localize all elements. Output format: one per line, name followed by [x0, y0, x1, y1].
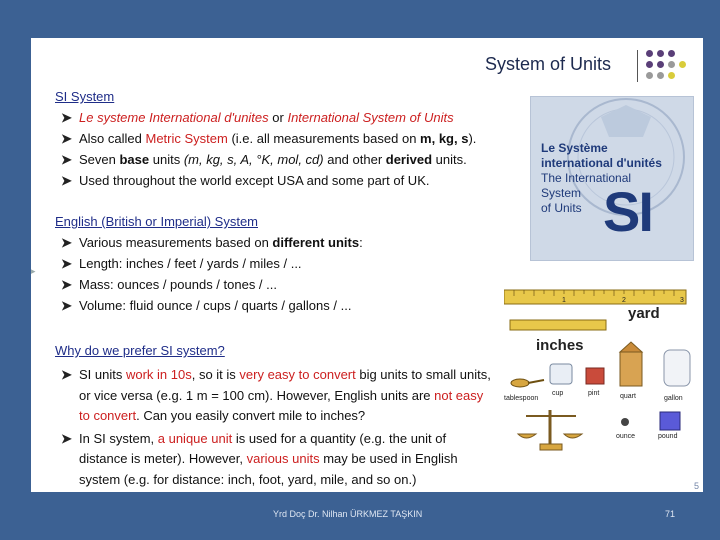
- decorative-dots: [646, 50, 690, 86]
- dot: [657, 61, 664, 68]
- inches-label: inches: [536, 337, 584, 354]
- slide: [31, 38, 703, 492]
- slide-title: System of Units: [485, 54, 612, 74]
- side-marker-icon: ▸: [31, 266, 36, 276]
- ruler-mark: 3: [680, 297, 684, 304]
- list-item: ➤ Seven base units (m, kg, s, A, °K, mol, cd) and other derived units.: [61, 152, 467, 167]
- dot: [646, 61, 653, 68]
- english-bullet-list: [61, 232, 363, 316]
- ruler-mark: 1: [562, 297, 566, 304]
- list-item: ➤ Volume: fluid ounce / cups / quarts / gallons / ...: [61, 298, 352, 313]
- dot: [646, 50, 653, 57]
- tablespoon-label: tablespoon: [504, 395, 539, 402]
- list-item: ➤ Various measurements based on different units:: [61, 235, 363, 250]
- heading-why-si: Why do we prefer SI system?: [55, 343, 225, 358]
- gallon-label: gallon: [664, 395, 683, 402]
- list-item: ➤ Used throughout the world except USA and some part of UK.: [61, 173, 430, 188]
- cup-label: cup: [552, 390, 564, 397]
- yard-label: yard: [628, 305, 660, 322]
- list-item: ➤ SI units work in 10s, so it is very easy to convert big units to small units, or vice versa (e.g. 1 m = 100 cm). However, English units are not easy to convert. Can you easily convert mile to inches?: [61, 367, 491, 423]
- ounce-label: ounce: [616, 433, 636, 440]
- dot: [668, 72, 675, 79]
- dot: [679, 61, 686, 68]
- pound-label: pound: [658, 433, 678, 440]
- heading-si-system: SI System: [55, 89, 115, 104]
- slide-corner-number: 5: [694, 481, 700, 491]
- si-caption: Le Système international d'unités The International System of Units: [541, 141, 662, 215]
- dot: [657, 72, 664, 79]
- list-item: ➤ Also called Metric System (i.e. all measurements based on m, kg, s).: [61, 131, 477, 146]
- dot: [668, 61, 675, 68]
- list-item: ➤ Length: inches / feet / yards / miles / ...: [61, 256, 302, 271]
- footer-author: Yrd Doç Dr. Nilhan ÜRKMEZ TAŞKIN: [273, 509, 423, 519]
- dot: [646, 72, 653, 79]
- si-logo-image: [530, 96, 694, 261]
- ruler-mark: 2: [622, 297, 626, 304]
- list-item: ➤ Mass: ounces / pounds / tones / ...: [61, 277, 277, 292]
- list-item: ➤ Le systeme International d'unites or International System of Units: [61, 110, 454, 125]
- list-item: ➤ In SI system, a unique unit is used for a quantity (e.g. the unit of distance is meter). However, various units may be used in English system (e.g. for distance: inch, foot, yard, mile, and so on.): [61, 430, 458, 487]
- si-bullet-list: [61, 107, 476, 191]
- dot: [668, 50, 675, 57]
- dot: [657, 50, 664, 57]
- units-illustration: [504, 288, 694, 456]
- quart-label: quart: [620, 393, 636, 400]
- why-si-bullet-list: [61, 365, 497, 490]
- footer-page-number: 71: [665, 509, 676, 519]
- si-big-letters: SI: [603, 180, 652, 243]
- heading-english-system: English (British or Imperial) System: [55, 214, 258, 229]
- title-divider: [637, 50, 638, 82]
- pint-label: pint: [588, 390, 600, 397]
